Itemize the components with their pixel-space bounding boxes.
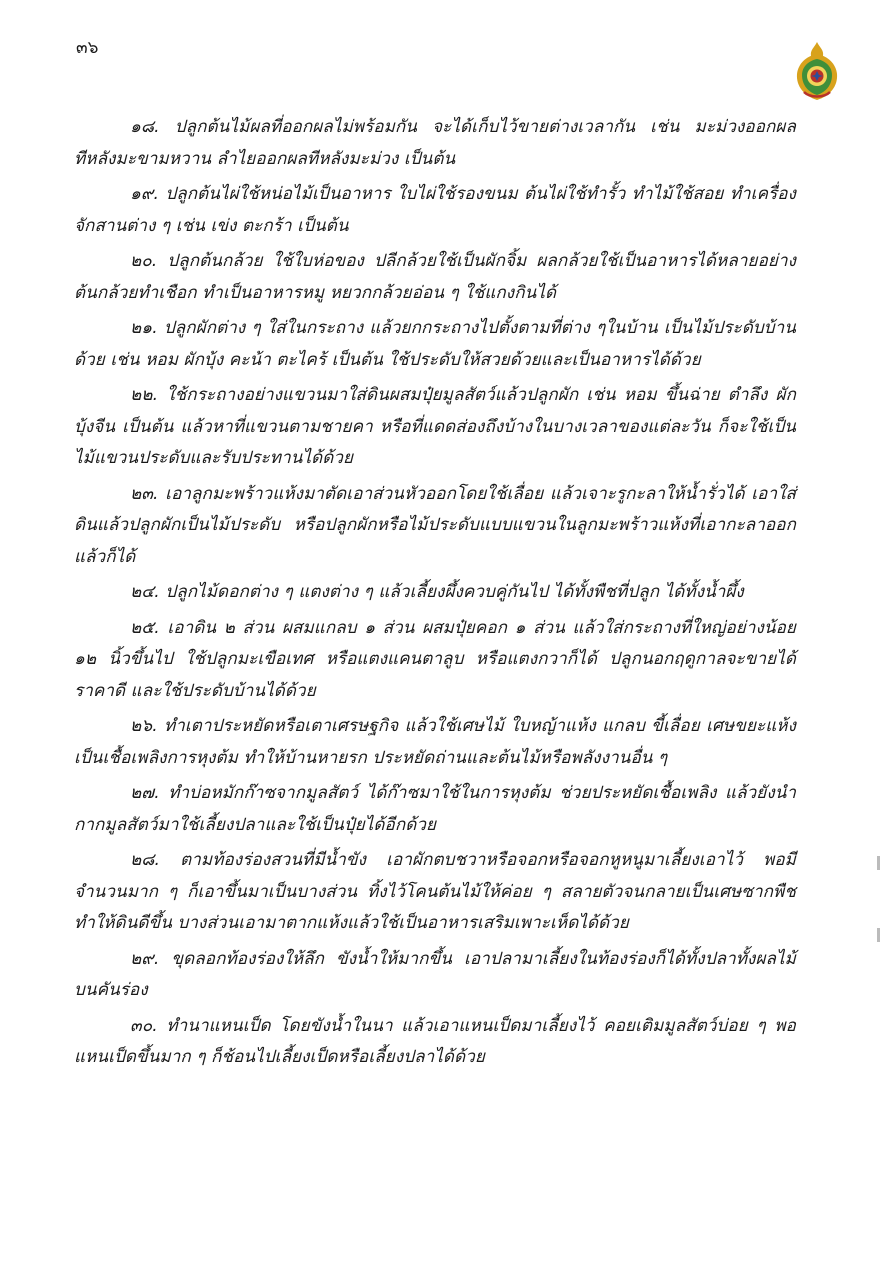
item-number: ๒๐.: [130, 251, 158, 271]
list-item: [74, 179, 796, 242]
list-item: [74, 380, 796, 475]
item-number: ๒๖.: [130, 716, 158, 736]
item-text: ทำบ่อหมักก๊าซจากมูลสัตว์ ได้ก๊าซมาใช้ในการหุงต้ม ช่วยประหยัดเชื้อเพลิง แล้วยังนำกากมูลสัตว์มาใช้เลี้ยงปลาและใช้เป็นปุ๋ยได้อีกด้วย: [74, 783, 796, 835]
list-item: [74, 944, 796, 1007]
royal-crest-emblem: [792, 40, 842, 102]
item-number: ๒๓.: [130, 483, 159, 504]
item-number: ๒๑.: [130, 318, 158, 338]
item-text: ปลูกไม้ดอกต่าง ๆ แตงต่าง ๆ แล้วเลี้ยงผึ้งควบคู่กันไป ได้ทั้งพืชที่ปลูก ได้ทั้งน้ำผึ้ง: [165, 582, 744, 602]
list-item: [74, 112, 796, 175]
list-item: [74, 845, 796, 940]
list-item: [74, 613, 796, 708]
list-item: [74, 1011, 796, 1074]
item-number: ๒๔.: [130, 582, 160, 602]
page-number: ๓๖: [76, 38, 99, 58]
item-number: ๒๙.: [130, 948, 160, 969]
item-text: ทำนาแหนเป็ด โดยขังน้ำในนา แล้วเอาแหนเป็ดมาเลี้ยงไว้ คอยเติมมูลสัตว์บ่อย ๆ พอแหนเป็ดขึ้นมาก ๆ ก็ช้อนไปเลี้ยงเป็ดหรือเลี้ยงปลาได้ด้วย: [74, 1015, 796, 1067]
document-body: [74, 112, 796, 1074]
item-number: ๒๘.: [130, 850, 161, 870]
list-item: [74, 313, 796, 376]
item-number: ๒๒.: [130, 385, 159, 405]
item-text: เอาลูกมะพร้าวแห้งมาตัดเอาส่วนหัวออกโดยใช้เลื่อย แล้วเจาะรูกะลาให้น้ำรั่วได้ เอาใส่ดินแล้วปลูกผักเป็นไม้ประดับ หรือปลูกผักหรือไม้ประดับแบบแขวนในลูกมะพร้าวแห้งที่เอากะลาออกแล้วก็ได้: [74, 483, 796, 567]
item-text: ขุดลอกท้องร่องให้ลึก ขังน้ำให้มากขึ้น เอาปลามาเลี้ยงในท้องร่องก็ได้ทั้งปลาทั้งผลไม้บนคันร่อง: [74, 948, 796, 1000]
item-number: ๒๗.: [130, 783, 160, 803]
item-number: ๑๘.: [130, 117, 160, 137]
item-number: ๓๐.: [130, 1015, 158, 1036]
item-text: ปลูกผักต่าง ๆ ใส่ในกระถาง แล้วยกกระถางไปตั้งตามที่ต่าง ๆในบ้าน เป็นไม้ประดับบ้านด้วย เช่น หอม ผักบุ้ง คะน้า ตะไคร้ เป็นต้น ใช้ประดับให้สวยด้วยและเป็นอาหารได้ด้วย: [74, 318, 796, 370]
item-text: ตามท้องร่องสวนที่มีน้ำขัง เอาผักตบชวาหรือจอกหรือจอกหูหนูมาเลี้ยงเอาไว้ พอมีจำนวนมาก ๆ ก็เอาขึ้นมาเป็นบางส่วน ทิ้งไว้โคนต้นไม้ให้ค่อย ๆ สลายตัวจนกลายเป็นเศษซากพืชทำให้ดินดีขึ้น บางส่วนเอามาตากแห้งแล้วใช้เป็นอาหารเสริมเพาะเห็ดได้ด้วย: [74, 850, 796, 933]
list-item: [74, 479, 796, 574]
list-item: [74, 778, 796, 841]
item-text: ปลูกต้นไม้ผลที่ออกผลไม่พร้อมกัน จะได้เก็บไว้ขายต่างเวลากัน เช่น มะม่วงออกผลทีหลังมะขามหวาน ลำไยออกผลทีหลังมะม่วง เป็นต้น: [74, 117, 796, 169]
item-text: ปลูกต้นกล้วย ใช้ใบห่อของ ปลีกล้วยใช้เป็นผักจิ้ม ผลกล้วยใช้เป็นอาหารได้หลายอย่าง ต้นกล้วยทำเชือก ทำเป็นอาหารหมู หยวกกล้วยอ่อน ๆ ใช้แกงกินได้: [74, 251, 796, 303]
item-text: เอาดิน ๒ ส่วน ผสมแกลบ ๑ ส่วน ผสมปุ๋ยคอก ๑ ส่วน แล้วใส่กระถางที่ใหญ่อย่างน้อย ๑๒ นิ้วขึ้นไป ใช้ปลูกมะเขือเทศ หรือแตงแคนตาลูบ หรือแตงกวาก็ได้ ปลูกนอกฤดูกาลจะขายได้ราคาดี และใช้ประดับบ้านได้ด้วย: [74, 617, 796, 701]
item-text: ปลูกต้นไผ่ใช้หน่อไม้เป็นอาหาร ใบไผ่ใช้รองขนม ต้นไผ่ใช้ทำรั้ว ทำไม้ใช้สอย ทำเครื่องจักสานต่าง ๆ เช่น เข่ง ตะกร้า เป็นต้น: [74, 184, 796, 236]
list-item: [74, 246, 796, 309]
list-item: [74, 711, 796, 774]
item-text: ทำเตาประหยัดหรือเตาเศรษฐกิจ แล้วใช้เศษไม้ ใบหญ้าแห้ง แกลบ ขี้เลื่อย เศษขยะแห้ง เป็นเชื้อเพลิงการหุงต้ม ทำให้บ้านหายรก ประหยัดถ่านและต้นไม้หรือพลังงานอื่น ๆ: [74, 716, 797, 768]
item-text: ใช้กระถางอย่างแขวนมาใส่ดินผสมปุ๋ยมูลสัตว์แล้วปลูกผัก เช่น หอม ขึ้นฉ่าย ตำลึง ผักบุ้งจีน เป็นต้น แล้วหาที่แขวนตามชายคา หรือที่แดดส่องถึงบ้างในบางเวลาของแต่ละวัน ก็จะใช้เป็นไม้แขวนประดับและรับประทานได้ด้วย: [74, 385, 796, 468]
item-number: ๒๕.: [130, 617, 160, 638]
item-number: ๑๙.: [130, 184, 159, 204]
list-item: [74, 577, 796, 609]
